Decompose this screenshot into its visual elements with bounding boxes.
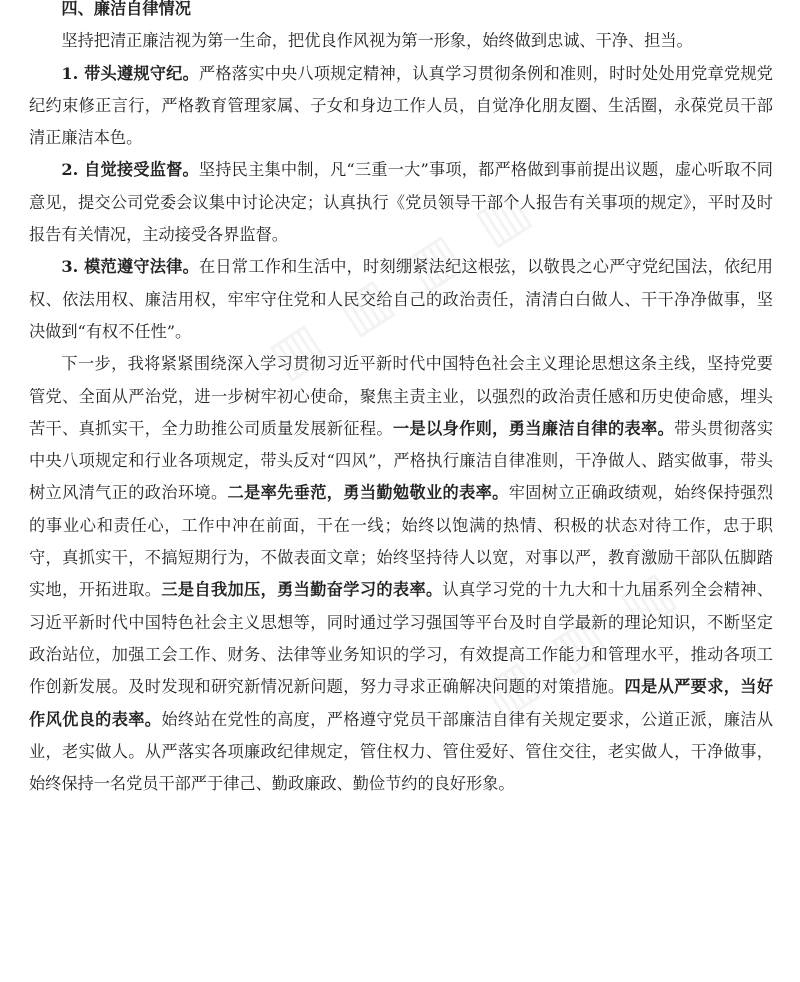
point-title: 二是率先垂范，勇当勤勉敬业的表率。 [227,483,509,503]
point-title: 四是从严要求，当好作风优良的表率。 [29,677,774,729]
point-title: 三是自我加压，勇当勤奋学习的表率。 [161,580,443,600]
point-title: 一是以身作则，勇当廉洁自律的表率。 [392,418,675,438]
section-heading: 四、廉洁自律情况 [61,0,191,18]
item-title: 2. 自觉接受监督。 [61,160,199,180]
item-text: 在日常工作和生活中，时刻绷紧法纪这根弦，以敬畏之心严守党纪国法，依纪用权、依法用权、廉洁用权，牢牢守住党和人民交给自己的政治责任，清清白白做人、干干净净做事，坚决做到“有权不任性”。 [29,257,773,341]
item-title: 3. 模范遵守法律。 [61,257,199,277]
point-text: 带头贯彻落实中央八项规定和行业各项规定，带头反对“四风”，严格执行廉洁自律准则，干净做人、踏实做事，带头树立风清气正的政治环境。 [29,418,774,503]
section-intro: 坚持把清正廉洁视为第一生命，把优良作风视为第一形象，始终做到忠诚、干净、担当。 [61,31,693,51]
item-paragraph [29,251,773,348]
document-page [29,0,773,800]
point-text: 始终站在党性的高度，严格遵守党员干部廉洁自律有关规定要求，公道正派，廉洁从业，老实做人。从严落实各项廉政纪律规定，管住权力、管住爱好、管住交往，老实做人，干净做事，始终保持一名党员干部严于律己、勤政廉政、勤俭节约的良好形象。 [29,709,774,794]
point-text: 牢固树立正确政绩观，始终保持强烈的事业心和责任心，工作中冲在前面，干在一线；始终以饱满的热情、积极的状态对待工作，忠于职守，真抓实干，不搞短期行为，不做表面文章；始终坚持待人以宽，对事以严，教育激励干部队伍脚踏实地，开拓进取。 [29,483,774,600]
item-paragraph [29,154,773,251]
point-text: 认真学习党的十九大和十九届系列全会精神、习近平新时代中国特色社会主义思想等，同时通过学习强国等平台及时自学最新的理论知识，不断坚定政治站位，加强工会工作、财务、法律等业务知识的学习，有效提高工作能力和管理水平，推动各项工作创新发展。及时发现和研究新情况新问题，努力寻求正确解决问题的对策措施。 [29,580,774,697]
next-step-paragraph [29,348,773,800]
next-step-intro: 下一步，我将紧紧围绕深入学习贯彻习近平新时代中国特色社会主义理论思想这条主线，坚持党要管党、全面从严治党，进一步树牢初心使命，聚焦主责主业，以强烈的政治责任感和历史使命感，埋头苦干、真抓实干，全力助推公司质量发展新征程。 [29,354,773,438]
item-text: 坚持民主集中制，凡“三重一大”事项，都严格做到事前提出议题，虚心听取不同意见，提交公司党委会议集中讨论决定；认真执行《党员领导干部个人报告有关事项的规定》，平时及时报告有关情况，主动接受各界监督。 [29,160,773,245]
item-paragraph [29,58,773,155]
item-title: 1. 带头遵规守纪。 [61,63,199,83]
item-text: 严格落实中央八项规定精神，认真学习贯彻条例和准则，时时处处用党章党规党纪约束修正言行，严格教育管理家属、子女和身边工作人员，自觉净化朋友圈、生活圈，永葆党员干部清正廉洁本色。 [29,63,773,148]
